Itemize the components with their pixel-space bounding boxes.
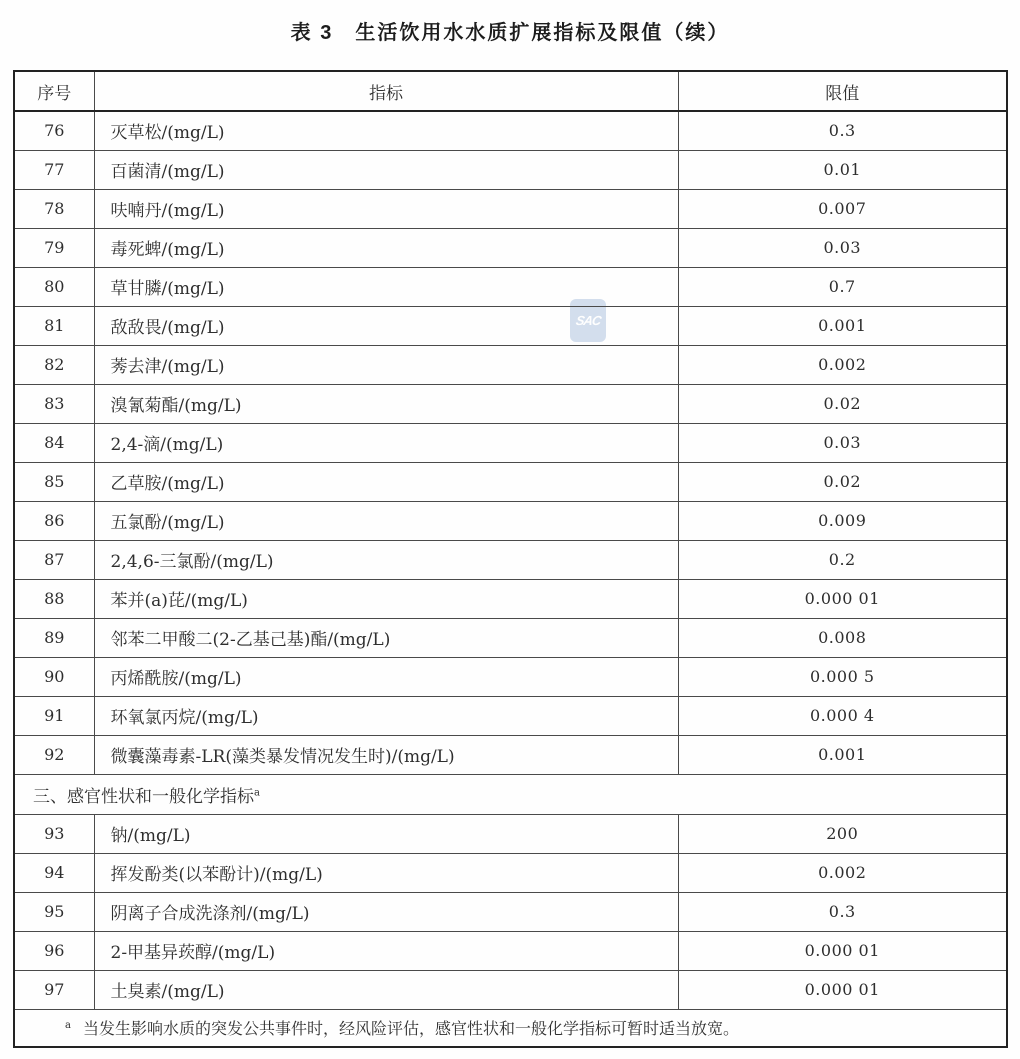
section-title-cell [14, 774, 1007, 814]
indicator-cell: 微囊藻毒素-LR(藻类暴发情况发生时)/(mg/L) [94, 735, 678, 774]
row-number-cell: 80 [14, 267, 94, 306]
table-row [14, 696, 1007, 735]
limit-cell: 0.008 [678, 618, 1007, 657]
header-indicator: 指标 [94, 71, 678, 111]
row-number-cell: 96 [14, 931, 94, 970]
limit-cell: 0.2 [678, 540, 1007, 579]
row-number-cell: 97 [14, 970, 94, 1009]
indicator-cell: 阴离子合成洗涤剂/(mg/L) [94, 892, 678, 931]
indicator-cell: 莠去津/(mg/L) [94, 345, 678, 384]
table-row [14, 970, 1007, 1009]
limit-cell: 0.02 [678, 462, 1007, 501]
table-row [14, 111, 1007, 150]
row-number-cell: 85 [14, 462, 94, 501]
row-number-cell: 92 [14, 735, 94, 774]
row-number-cell: 94 [14, 853, 94, 892]
section-title-text: 三、感官性状和一般化学指标 [33, 786, 254, 807]
water-quality-table [13, 70, 1008, 1048]
limit-cell: 0.001 [678, 306, 1007, 345]
row-number-cell: 89 [14, 618, 94, 657]
indicator-cell: 乙草胺/(mg/L) [94, 462, 678, 501]
indicator-cell: 灭草松/(mg/L) [94, 111, 678, 150]
row-number-cell: 81 [14, 306, 94, 345]
header-no: 序号 [14, 71, 94, 111]
indicator-cell: 敌敌畏/(mg/L) [94, 306, 678, 345]
limit-cell: 0.3 [678, 111, 1007, 150]
limit-cell: 0.7 [678, 267, 1007, 306]
row-number-cell: 88 [14, 579, 94, 618]
indicator-cell: 2-甲基异莰醇/(mg/L) [94, 931, 678, 970]
row-number-cell: 95 [14, 892, 94, 931]
row-number-cell: 86 [14, 501, 94, 540]
limit-cell: 0.000 5 [678, 657, 1007, 696]
limit-cell: 0.03 [678, 423, 1007, 462]
indicator-cell: 环氧氯丙烷/(mg/L) [94, 696, 678, 735]
indicator-cell: 五氯酚/(mg/L) [94, 501, 678, 540]
table-body [14, 111, 1007, 1047]
table-row [14, 345, 1007, 384]
limit-cell: 0.009 [678, 501, 1007, 540]
limit-cell: 200 [678, 814, 1007, 853]
table-row [14, 931, 1007, 970]
header-row [14, 71, 1007, 111]
row-number-cell: 79 [14, 228, 94, 267]
table-row [14, 423, 1007, 462]
table-row [14, 853, 1007, 892]
table-row [14, 306, 1007, 345]
limit-cell: 0.002 [678, 345, 1007, 384]
row-number-cell: 78 [14, 189, 94, 228]
table-row [14, 189, 1007, 228]
row-number-cell: 82 [14, 345, 94, 384]
indicator-cell: 挥发酚类(以苯酚计)/(mg/L) [94, 853, 678, 892]
footnote-cell [14, 1009, 1007, 1047]
limit-cell: 0.001 [678, 735, 1007, 774]
table-title: 表 3 生活饮用水水质扩展指标及限值（续） [290, 22, 730, 44]
indicator-cell: 苯并(a)芘/(mg/L) [94, 579, 678, 618]
header-limit: 限值 [678, 71, 1007, 111]
row-number-cell: 84 [14, 423, 94, 462]
limit-cell: 0.000 01 [678, 931, 1007, 970]
row-number-cell: 90 [14, 657, 94, 696]
table-row [14, 228, 1007, 267]
indicator-cell: 2,4,6-三氯酚/(mg/L) [94, 540, 678, 579]
footnote-marker: a [65, 1019, 71, 1031]
row-number-cell: 76 [14, 111, 94, 150]
row-number-cell: 91 [14, 696, 94, 735]
table-row [14, 462, 1007, 501]
indicator-cell: 毒死蜱/(mg/L) [94, 228, 678, 267]
limit-cell: 0.3 [678, 892, 1007, 931]
table-row [14, 618, 1007, 657]
indicator-cell: 溴氰菊酯/(mg/L) [94, 384, 678, 423]
table-row [14, 892, 1007, 931]
table-row [14, 657, 1007, 696]
limit-cell: 0.000 01 [678, 970, 1007, 1009]
table-row [14, 540, 1007, 579]
row-number-cell: 83 [14, 384, 94, 423]
limit-cell: 0.01 [678, 150, 1007, 189]
table-row [14, 579, 1007, 618]
table-row [14, 267, 1007, 306]
indicator-cell: 土臭素/(mg/L) [94, 970, 678, 1009]
limit-cell: 0.007 [678, 189, 1007, 228]
indicator-cell: 百菌清/(mg/L) [94, 150, 678, 189]
limit-cell: 0.02 [678, 384, 1007, 423]
limit-cell: 0.03 [678, 228, 1007, 267]
table-row [14, 384, 1007, 423]
sac-watermark-text: SAC [574, 313, 602, 328]
row-number-cell: 93 [14, 814, 94, 853]
table-row [14, 814, 1007, 853]
table-row [14, 735, 1007, 774]
section-header-row [14, 774, 1007, 814]
footnote-row [14, 1009, 1007, 1047]
limit-cell: 0.000 4 [678, 696, 1007, 735]
table-row [14, 501, 1007, 540]
indicator-cell: 呋喃丹/(mg/L) [94, 189, 678, 228]
indicator-cell: 丙烯酰胺/(mg/L) [94, 657, 678, 696]
row-number-cell: 87 [14, 540, 94, 579]
indicator-cell: 2,4-滴/(mg/L) [94, 423, 678, 462]
limit-cell: 0.000 01 [678, 579, 1007, 618]
footnote-text: 当发生影响水质的突发公共事件时，经风险评估，感官性状和一般化学指标可暂时适当放宽。 [82, 1019, 739, 1039]
indicator-cell: 草甘膦/(mg/L) [94, 267, 678, 306]
row-number-cell: 77 [14, 150, 94, 189]
indicator-cell: 邻苯二甲酸二(2-乙基己基)酯/(mg/L) [94, 618, 678, 657]
footnote-marker: a [254, 786, 260, 798]
limit-cell: 0.002 [678, 853, 1007, 892]
indicator-cell: 钠/(mg/L) [94, 814, 678, 853]
table-row [14, 150, 1007, 189]
